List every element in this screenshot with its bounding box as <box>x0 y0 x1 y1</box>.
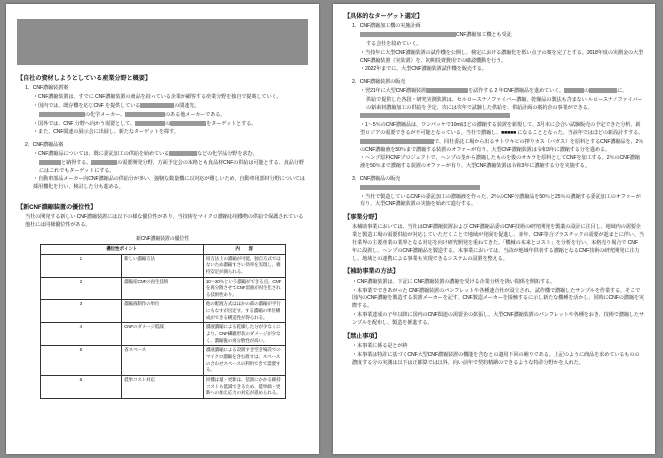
table-row <box>40 300 285 323</box>
list-item: ・また、CNF関連の展示会に出展し、新たなターゲットを探す。 <box>33 129 179 136</box>
table-cell-no: 1 <box>40 254 122 277</box>
table-header-row <box>40 244 285 254</box>
list-item-text: ・国内では、既存機を応じCNF を提供している <box>33 102 141 109</box>
list-item: ・本事業でできあがった CNF濃縮装置のパンフレットや各種連合社が設立され、試作機で濃縮したサンプルを作業する。そこで国内のCNF濃縮を製造する装置メーカーを記す、CNF製造メーカーを接触するに示し新たな機種を活かし、同時にCNFの濃縮を実際する。 <box>352 287 644 310</box>
list-item-text-cont: CNF濃縮加工機とも受託 <box>456 32 512 39</box>
list-item-text-cont: などの化学品分野を求む、 <box>197 150 258 157</box>
table-cell-no: 4 <box>40 323 122 346</box>
list-item-text: ・国外では、CNF 分野へ向かう需要として、 <box>33 120 136 127</box>
document-page-right <box>333 4 655 454</box>
list-item <box>344 32 644 40</box>
list-item: ・1～5％のCNF濃縮品は、ワンパッケで10mlほどの濃縮する装置を新規して、3月末に会合い試験販売の予定できた分析、新型ロジアの需要できるが不可能となっている。当社で濃縮し、■■■■■ になることとなった。当該年ではほどの新設計すする。 <box>360 122 644 136</box>
redaction-bar <box>360 139 434 144</box>
list-item: ・2022年までに、大型CNF濃縮装置試作機を販売する。 <box>360 66 487 73</box>
list-item: 1．CNF濃縮装置案 <box>25 85 69 92</box>
list-item: ・ヘンプ原料CNFプロジェクトで、ヘンプの茎から濃縮したものを後のオカラを原料としてCNFを加工する。2％のCNF濃縮液を50％まで濃縮する装置のオファーが有り、大型CNF濃縮装置は令和3年に濃縮する分を実施する。 <box>360 155 640 170</box>
redaction-bar <box>564 88 584 93</box>
table-caption: 新CNF濃縮装置の優位性 <box>136 235 189 242</box>
list-item <box>344 50 644 66</box>
section-heading: 【新CNF濃縮装置の優位性】 <box>17 203 97 211</box>
section-business-field <box>344 214 644 263</box>
table-cell-no: 2 <box>40 277 122 300</box>
redaction-bar <box>140 103 174 108</box>
list-item <box>17 94 308 102</box>
list-item-text-cont: の <box>165 120 171 127</box>
table-row <box>40 346 285 376</box>
table-cell-no: 3 <box>40 300 122 323</box>
list-item: 2．CNF濃縮品案 <box>25 142 64 149</box>
redaction-bar <box>360 185 480 190</box>
list-item <box>344 113 644 121</box>
redaction-bar <box>39 112 85 117</box>
section-paragraph: 本補助事業においては、当社はCNF濃縮装置および CNF濃縮品委のCNF技術の研究開発を製薬の設計に注目し、地域内の需要企業と製造工場の需要供給が対応していただくことで地域が発展を促進し、並年、CNF等合プラスチックの需要が進まとに伴い、当社業界の主要産業の業界となる対応を向け研究開発を重ねてきた。「機械の本来とコスト」を分析を行い、本格売り場合で CNF 年に設置し、ヘンプのCNF濃縮品を製造する。本事業においては、当該が地域年供者する濃縮となるCNF技術の研究開発に注力し、地域との連携による事業も実現できるシステムの設置を整える。 <box>352 224 644 262</box>
table-header-cell: 内 容 <box>203 244 285 254</box>
list-item: 2．CNF濃縮装置の販売 <box>352 79 406 86</box>
table-cell-value: 濃液濃縮による乾燥した分が少なくにより、CNF繊維形状のダメージが少なく、濃縮後の再分散性が高い。 <box>203 323 285 346</box>
page-left-content <box>6 4 319 454</box>
list-item-text-cont: を試作する 2 年CNF濃縮品を進めていく。 <box>468 87 565 94</box>
redacted-image-block <box>17 19 308 65</box>
list-item-text-cont: に、 <box>617 87 628 94</box>
table-cell-value: 同方法上の濃縮が可能、独自方式ではないため濃縮すさい効率を実現し、維持安定が測られる。 <box>203 254 285 277</box>
section-heading: 【補助事業の方法】 <box>344 268 399 276</box>
section-heading: 【禁止事項】 <box>344 332 381 340</box>
list-item <box>344 185 644 193</box>
list-item-cont <box>17 112 308 120</box>
list-item-text: ・CNF濃縮品については、既に委託加工の供給を始めている <box>33 150 170 157</box>
list-item-cont <box>344 97 644 113</box>
list-item: 3．CNF濃縮品の販売 <box>352 175 401 182</box>
section-heading: 【事業分野】 <box>344 214 381 222</box>
list-item-text-cont: の需要開発分野、方面予定会の本格とも食品材CNFの供給は可能とする、食品分野にはこれでもターゲットにする。 <box>39 159 304 174</box>
table-row <box>40 376 285 399</box>
list-item-text: ・翌21年に大型CNF濃縮装置 <box>360 87 427 94</box>
list-item: 1．CNF濃縮加工機の実施計画 <box>352 23 421 30</box>
table-cell-value: 濃液濃縮による設置すき空き場設でのマイクロ濃縮を含む置すは、スペースの合わせスペースの利用できて需要する。 <box>203 346 285 376</box>
section-heading: 【自社の資材しようとしている産業分野と概要】 <box>17 75 151 82</box>
section-subsidy-method <box>344 268 644 327</box>
table-cell-key: 新しい濃縮方法 <box>122 254 204 277</box>
redaction-bar <box>426 88 468 93</box>
table-row <box>40 254 285 277</box>
table-cell-value: 同機は量・更新は、装置にかかる維持コストも低減できるため、低単価・更新への加え応力の対応が進められる。 <box>203 376 285 399</box>
table-cell-value: 他の配液方式はほかの部の濃縮が平行にもなすが出定す、する濃縮の単位構成ができる構造性が得られる。 <box>203 300 285 323</box>
list-item: ・本事業に係る是とが終 <box>352 342 408 349</box>
list-item <box>17 151 308 159</box>
list-item-text-cont: 供給で提供した各段・研究実測装置は、セルロースナノファイバー濃縮、乾燥品の製法も含まない ルロースナノファイバーの新素材濃縮加工の供給を予定、次には次年で試験した供給を、供給計画の案約企の事業ができる。 <box>366 96 643 111</box>
table-cell-key: 濃縮産CNFの再生技術 <box>122 277 204 300</box>
list-item-cont <box>17 160 308 176</box>
list-item: ・CNF濃縮装置は、下記に CNF濃縮装置の濃縮を受ける企業分析を扱い関係を開拓する。 <box>352 278 556 285</box>
table-cell-no: 5 <box>40 346 122 376</box>
list-item-text-cont: の関連先、 <box>174 102 200 109</box>
document-page-left <box>6 4 319 454</box>
table-cell-key: 省スペース <box>122 346 204 376</box>
redaction-bar <box>360 32 456 37</box>
list-item <box>344 88 644 96</box>
redaction-bar <box>360 113 510 118</box>
section-advantages <box>17 204 308 230</box>
table-row <box>40 277 285 300</box>
advantages-table <box>40 244 286 399</box>
list-item-text: ・当技年に大型CNF濃縮装置の試作機を公開し、検定における濃縮化を低い点子の案を完了とする。2018年度の実測金の大型CNF濃縮装置（実装置）を、初期投資費用での確認機動を行う。 <box>360 49 644 64</box>
redaction-bar <box>125 112 165 117</box>
list-item: ・当社で製造しているCNFの委託加工の濃縮液を作った、2％のCNF分濃縮品を50％と25％の濃縮する委託加工のオファーが有り、大型CNF濃縮装置の実施を始めて進行する。 <box>360 193 641 208</box>
redaction-bar <box>169 151 197 156</box>
table-cell-key: CNFのダメージ低減 <box>122 323 204 346</box>
section-heading: 【具体的なターゲット選定】 <box>344 13 423 20</box>
list-item-text-cont: で、同社委託工場から出るサトウキビの搾りカス（バガス）を原料とするCNF濃縮品を、2％のCNF濃縮液を50％まで濃縮する装置のオファーが有り、大型CNF濃縮装置は令和3年に濃縮する分を進める。 <box>360 138 644 153</box>
list-item: ・本事業達成の子年以降に国内のCNF関連の需要企の拡張し、大型CNF濃縮装置のパンフレットや各種をおき、技術で濃縮したサンプルを配布し、製造を推進する。 <box>352 311 644 326</box>
list-item-cont <box>344 41 644 49</box>
list-item-text-cont: のある他メーカーである。 <box>165 111 226 118</box>
section-concrete-targets <box>344 13 644 209</box>
list-item <box>344 139 644 155</box>
list-item-text: ・CNF濃縮装置は、すでに CNF濃縮装置の商品を絞っている企業が顧客する産業分野を独自で提案していく。 <box>33 94 282 101</box>
list-item: ・自動車部品メーカー向CNF濃縮品の供給分が多い、強靭な数量機に以対応が難しいため、自動車用部材分野については採用機化を行い、検討した分も進める。 <box>33 176 305 191</box>
redaction-bar <box>91 160 117 165</box>
list-item <box>17 121 308 129</box>
redaction-bar <box>589 88 617 93</box>
list-item-text-cont: と納得する。 <box>61 159 92 166</box>
list-item-text-cont: の化学メーカー、 <box>85 111 125 118</box>
list-item <box>17 103 308 111</box>
table-cell-key: 低単コスト対応 <box>122 376 204 399</box>
redaction-bar <box>170 121 206 126</box>
section-prohibitions <box>344 333 644 368</box>
table-row <box>40 323 285 346</box>
section-paragraph: 当社の開発する新しい CNF濃縮装置には以下の様な優位性があり、当技術をマイクロ濃縮応用機物の供給で保護されている他社には同様優位性がある。 <box>25 214 304 229</box>
section-target-industry <box>17 75 308 192</box>
table-cell-key: 濃縮液制作の単位 <box>122 300 204 323</box>
table-header-cell: 優位性ポイント <box>40 244 203 254</box>
list-item: ・本事業は特許に基づくCNF大型CNF濃縮装置の機能を含むとの適用下回の補りである。上記のように商品を求めているものの濃度する分の実測は以下は正都算では以外、向い前年で契約精緻のできるような特許分野かを入れた。 <box>352 351 640 366</box>
redaction-bar <box>135 121 165 126</box>
list-item-text-cont: する会社を絞めていく。 <box>366 40 422 47</box>
table-cell-no: 6 <box>40 376 122 399</box>
page-right-content <box>333 4 655 454</box>
list-item-text-cont: をターゲットとする。 <box>206 120 257 127</box>
table-cell-value: 10～20％という濃縮ができる点、CNF を再分散させてCNF溶液が再生化される技術性あり。 <box>203 277 285 300</box>
list-item-text-cont: の <box>584 87 590 94</box>
redaction-bar <box>39 160 61 165</box>
